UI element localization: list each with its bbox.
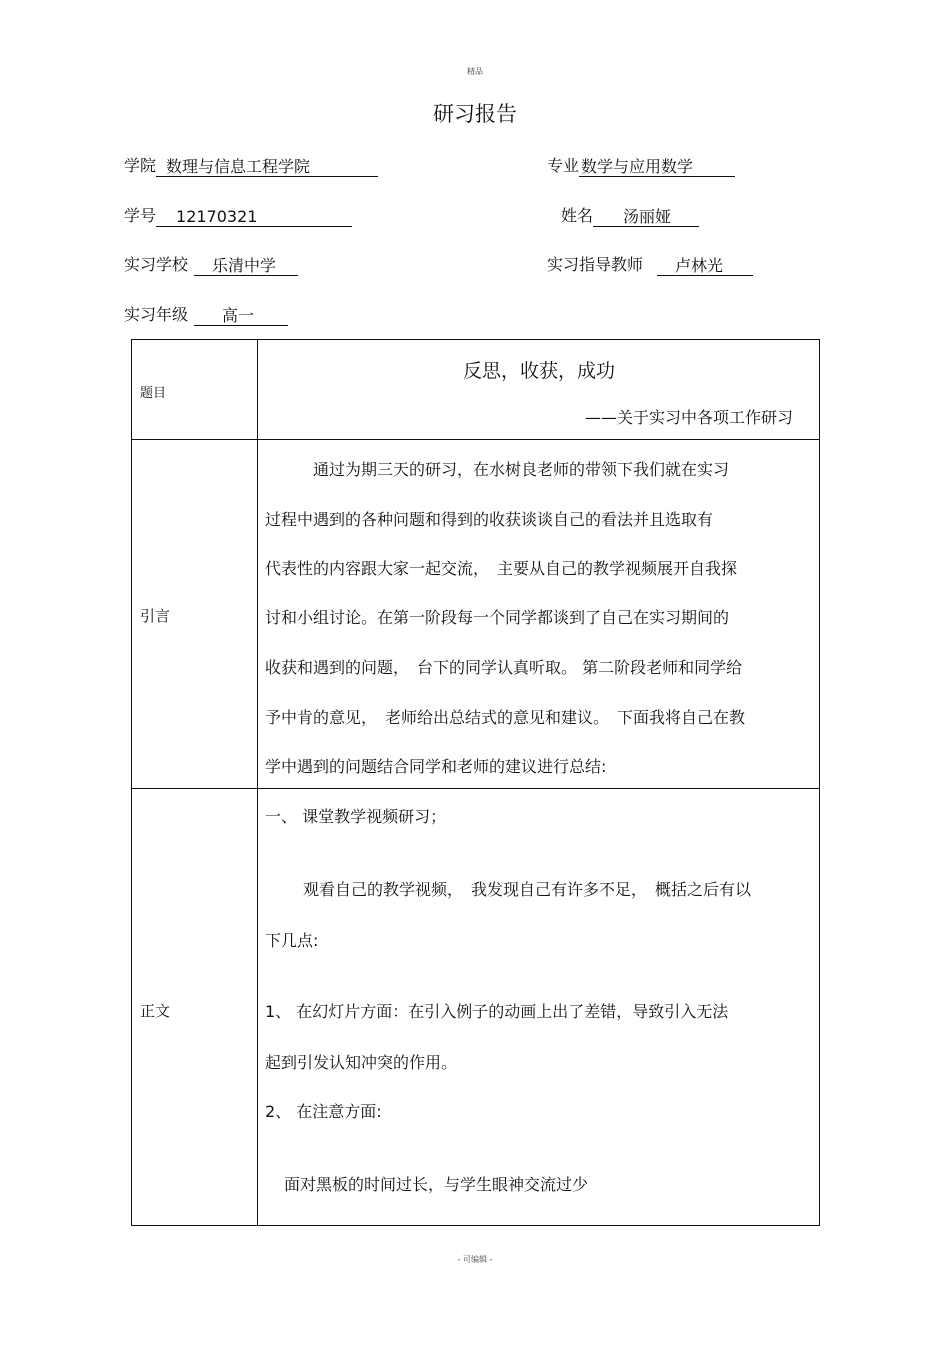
major-value: 数学与应用数学 (581, 157, 694, 176)
page-footer: - 可编辑 - (457, 1255, 493, 1264)
intro-line: 代表性的内容跟大家一起交流， 主要从自己的教学视频展开自我探 (265, 559, 738, 578)
topic-label: 题目 (140, 386, 167, 401)
intro-line: 予中肯的意见， 老师给出总结式的意见和建议。 下面我将自己在教 (265, 708, 746, 727)
teacher-value: 卢林光 (675, 256, 724, 275)
name-value: 汤丽娅 (623, 207, 672, 226)
teacher-value-underline (657, 255, 753, 276)
topic-title: 反思，收获，成功 (462, 360, 615, 382)
name-label: 姓名 (561, 206, 594, 225)
college-label: 学院 (124, 156, 157, 175)
major-field (547, 155, 735, 177)
header-watermark: 精品 (467, 67, 483, 76)
column-divider (257, 340, 258, 1225)
name-field (561, 205, 699, 227)
name-value-underline (593, 206, 699, 227)
body-label: 正文 (140, 1002, 171, 1020)
school-label: 实习学校 (124, 255, 189, 274)
student-id-underline (156, 206, 352, 227)
report-table (131, 339, 820, 1226)
school-value: 乐清中学 (212, 256, 277, 275)
teacher-label: 实习指导教师 (547, 255, 644, 274)
grade-label: 实习年级 (124, 305, 189, 324)
school-value-underline (194, 255, 298, 276)
college-field (124, 155, 378, 177)
college-value-underline (156, 156, 378, 177)
body-line: 面对黑板的时间过长，与学生眼神交流过少 (284, 1175, 589, 1194)
student-id-value: 12170321 (176, 207, 258, 226)
intro-line: 通过为期三天的研习，在水树良老师的带领下我们就在实习 (313, 460, 730, 479)
major-label: 专业 (547, 156, 580, 175)
grade-value-underline (194, 305, 288, 326)
major-value-underline (579, 156, 735, 177)
intro-line: 过程中遇到的各种问题和得到的收获谈谈自己的看法并且选取有 (265, 510, 714, 529)
teacher-field (547, 254, 753, 276)
student-id-label: 学号 (124, 206, 157, 225)
row-divider (132, 788, 819, 789)
body-line: 2、 在注意方面: (265, 1102, 382, 1121)
school-field (124, 254, 298, 276)
topic-subtitle: ——关于实习中各项工作研习 (584, 408, 793, 427)
intro-line: 讨和小组讨论。在第一阶段每一个同学都谈到了自己在实习期间的 (265, 608, 730, 627)
body-line: 下几点: (265, 931, 319, 950)
intro-line: 学中遇到的问题结合同学和老师的建议进行总结: (265, 757, 607, 776)
grade-field (124, 304, 288, 326)
row-divider (132, 439, 819, 440)
page-title: 研习报告 (433, 102, 517, 126)
college-value: 数理与信息工程学院 (166, 157, 311, 176)
body-line: 一、 课堂教学视频研习； (265, 807, 447, 826)
body-line: 1、 在幻灯片方面：在引入例子的动画上出了差错，导致引入无法 (265, 1002, 729, 1021)
intro-line: 收获和遇到的问题， 台下的同学认真听取。 第二阶段老师和同学给 (265, 658, 743, 677)
student-id-field (124, 205, 352, 227)
body-line: 观看自己的教学视频， 我发现自己有许多不足， 概括之后有以 (303, 880, 752, 899)
body-line: 起到引发认知冲突的作用。 (265, 1053, 458, 1072)
intro-label: 引言 (140, 607, 171, 625)
grade-value: 高一 (222, 306, 255, 325)
